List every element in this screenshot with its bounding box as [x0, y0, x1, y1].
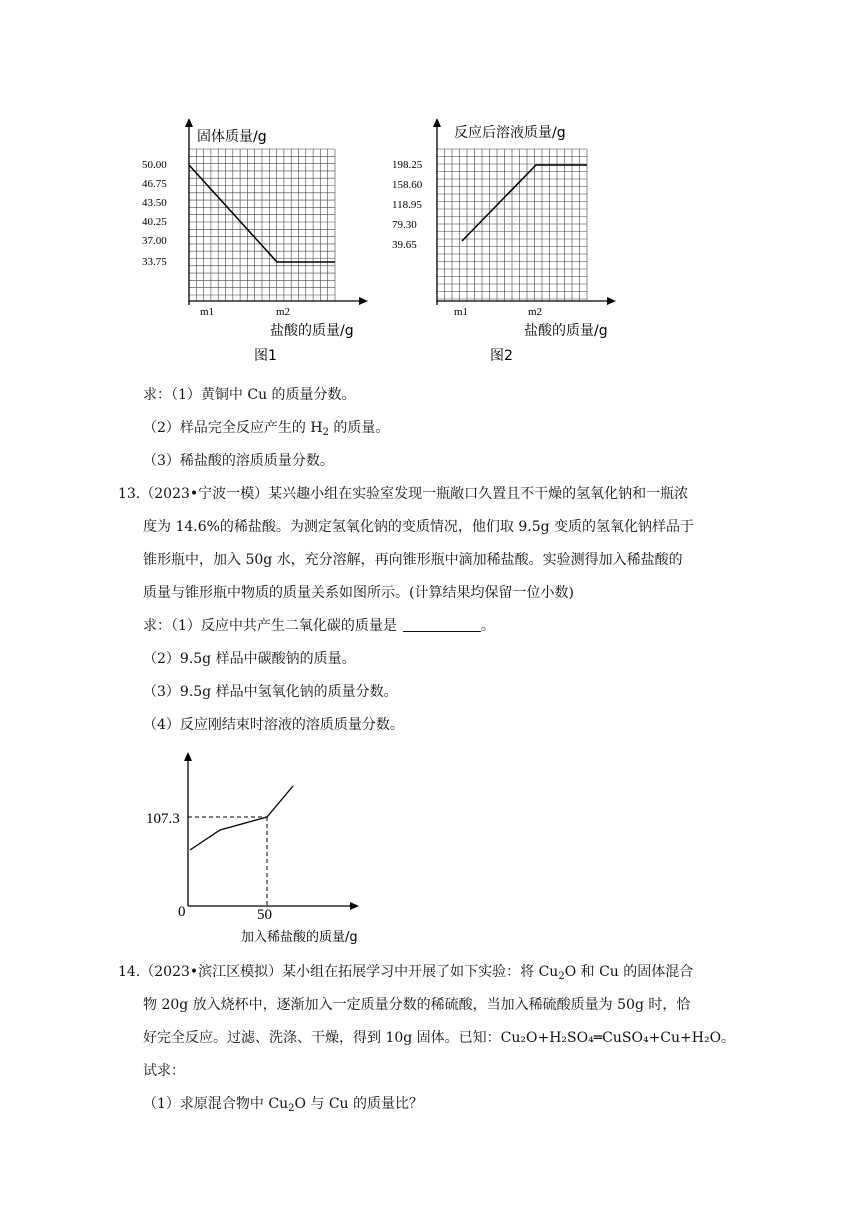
- figure-3: [140, 748, 380, 948]
- figure-3-x-label: 加入稀盐酸的质量/g: [241, 930, 358, 945]
- q14-ask-1: [143, 1094, 423, 1114]
- q14-line-1-sub: 2: [558, 971, 565, 982]
- figure-2-y-arrow: [433, 118, 441, 127]
- figure-3-origin: 0: [178, 904, 186, 920]
- figure-1-caption: 图1: [254, 348, 277, 364]
- figure-1-y-tick: 50.00: [142, 159, 167, 171]
- q13-line-4: 质量与锥形瓶中物质的质量关系如图所示。(计算结果均保留一位小数): [143, 585, 574, 601]
- q14-line-4: 试求：: [143, 1063, 185, 1079]
- figure-2-grid: [437, 149, 587, 301]
- figure-2-y-tick: 79.30: [392, 219, 417, 231]
- q12-ask-2: [143, 418, 389, 438]
- figure-1-x-arrow: [359, 297, 368, 305]
- figure-3-y-tick: 107.3: [146, 811, 180, 827]
- figure-1-x-tick: m1: [200, 306, 215, 318]
- q12-ask-1: 求：（1）黄铜中 Cu 的质量分数。: [143, 387, 356, 403]
- figure-1-y-tick: 37.00: [142, 235, 167, 247]
- figure-2-y-tick: 39.65: [392, 239, 417, 251]
- q13-line-3: 锥形瓶中，加入 50g 水，充分溶解，再向锥形瓶中滴加稀盐酸。实验测得加入稀盐酸的: [143, 552, 683, 568]
- q13-ask-1-end: 。: [480, 618, 495, 634]
- figure-2-y-tick: 158.60: [392, 179, 423, 191]
- figure-2-caption: 图2: [490, 348, 513, 364]
- q14-line-3: 好完全反应。过滤、洗涤、干燥，得到 10g 固体。已知：Cu₂O+H₂SO₄═CuSO₄+Cu+H₂O。: [143, 1030, 736, 1046]
- q13-ask-1-text: 求：（1）反应中共产生二氧化碳的质量是: [143, 618, 397, 634]
- figure-1-y-tick: 33.75: [142, 256, 167, 268]
- q13-ask-3: （3）9.5g 样品中氢氧化钠的质量分数。: [143, 684, 398, 700]
- figure-1-y-tick: 40.25: [142, 216, 167, 228]
- figure-2: [388, 115, 628, 370]
- figure-2-x-tick: m1: [454, 306, 469, 318]
- figure-2-x-label: 盐酸的质量/g: [524, 323, 608, 339]
- figure-3-y-arrow: [184, 752, 192, 761]
- q13-ask-1: [143, 616, 495, 636]
- q12-ask-2-text-a: （2）样品完全反应产生的 H: [143, 420, 323, 436]
- figure-1-y-tick: 46.75: [142, 178, 167, 190]
- q12-ask-2-text-b: 的质量。: [328, 420, 390, 436]
- q13-ask-4: （4）反应刚结束时溶液的溶质质量分数。: [143, 717, 404, 733]
- q13-line-2: 度为 14.6%的稀盐酸。为测定氢氧化钠的变质情况，他们取 9.5g 变质的氢氧化钠样品于: [143, 519, 695, 535]
- q14-ask-1-text-a: （1）求原混合物中 Cu: [143, 1096, 289, 1112]
- figure-2-x-tick: m2: [528, 306, 543, 318]
- q14-line-1: [118, 962, 693, 982]
- q14-line-1-text-a: 14.（2023•滨江区模拟）某小组在拓展学习中开展了如下实验：将 Cu: [118, 964, 559, 980]
- figure-2-y-tick: 118.95: [392, 199, 422, 211]
- answer-blank[interactable]: [403, 617, 481, 632]
- figure-1-grid: [189, 149, 335, 301]
- q14-ask-1-text-b: O 与 Cu 的质量比？: [294, 1096, 424, 1112]
- figure-1-y-tick: 43.50: [142, 197, 167, 209]
- figure-1-x-tick: m2: [276, 306, 291, 318]
- q13-line-1: 13.（2023•宁波一模）某兴趣小组在实验室发现一瓶敞口久置且不干燥的氢氧化钠和一瓶浓: [118, 486, 689, 502]
- figure-3-x-tick: 50: [257, 907, 272, 923]
- q12-ask-2-sub: 2: [322, 427, 329, 438]
- figure-3-x-arrow: [350, 902, 359, 910]
- q14-line-2: 物 20g 放入烧杯中，逐渐加入一定质量分数的稀硫酸，当加入稀硫酸质量为 50g 时，恰: [143, 997, 691, 1013]
- figure-2-data-line: [462, 165, 587, 241]
- figure-1-y-label: 固体质量/g: [197, 129, 267, 145]
- q14-line-1-text-b: O 和 Cu 的固体混合: [564, 964, 694, 980]
- figure-1: [140, 115, 370, 370]
- q14-ask-1-sub: 2: [288, 1103, 295, 1114]
- q12-ask-3: （3）稀盐酸的溶质质量分数。: [143, 453, 334, 469]
- figure-3-data-line: [190, 786, 293, 850]
- figure-2-x-arrow: [607, 297, 616, 305]
- figure-2-y-label: 反应后溶液质量/g: [454, 125, 566, 141]
- figure-2-y-tick: 198.25: [392, 159, 423, 171]
- figure-1-y-arrow: [185, 118, 193, 127]
- figure-1-x-label: 盐酸的质量/g: [270, 323, 354, 339]
- q13-ask-2: （2）9.5g 样品中碳酸钠的质量。: [143, 651, 356, 667]
